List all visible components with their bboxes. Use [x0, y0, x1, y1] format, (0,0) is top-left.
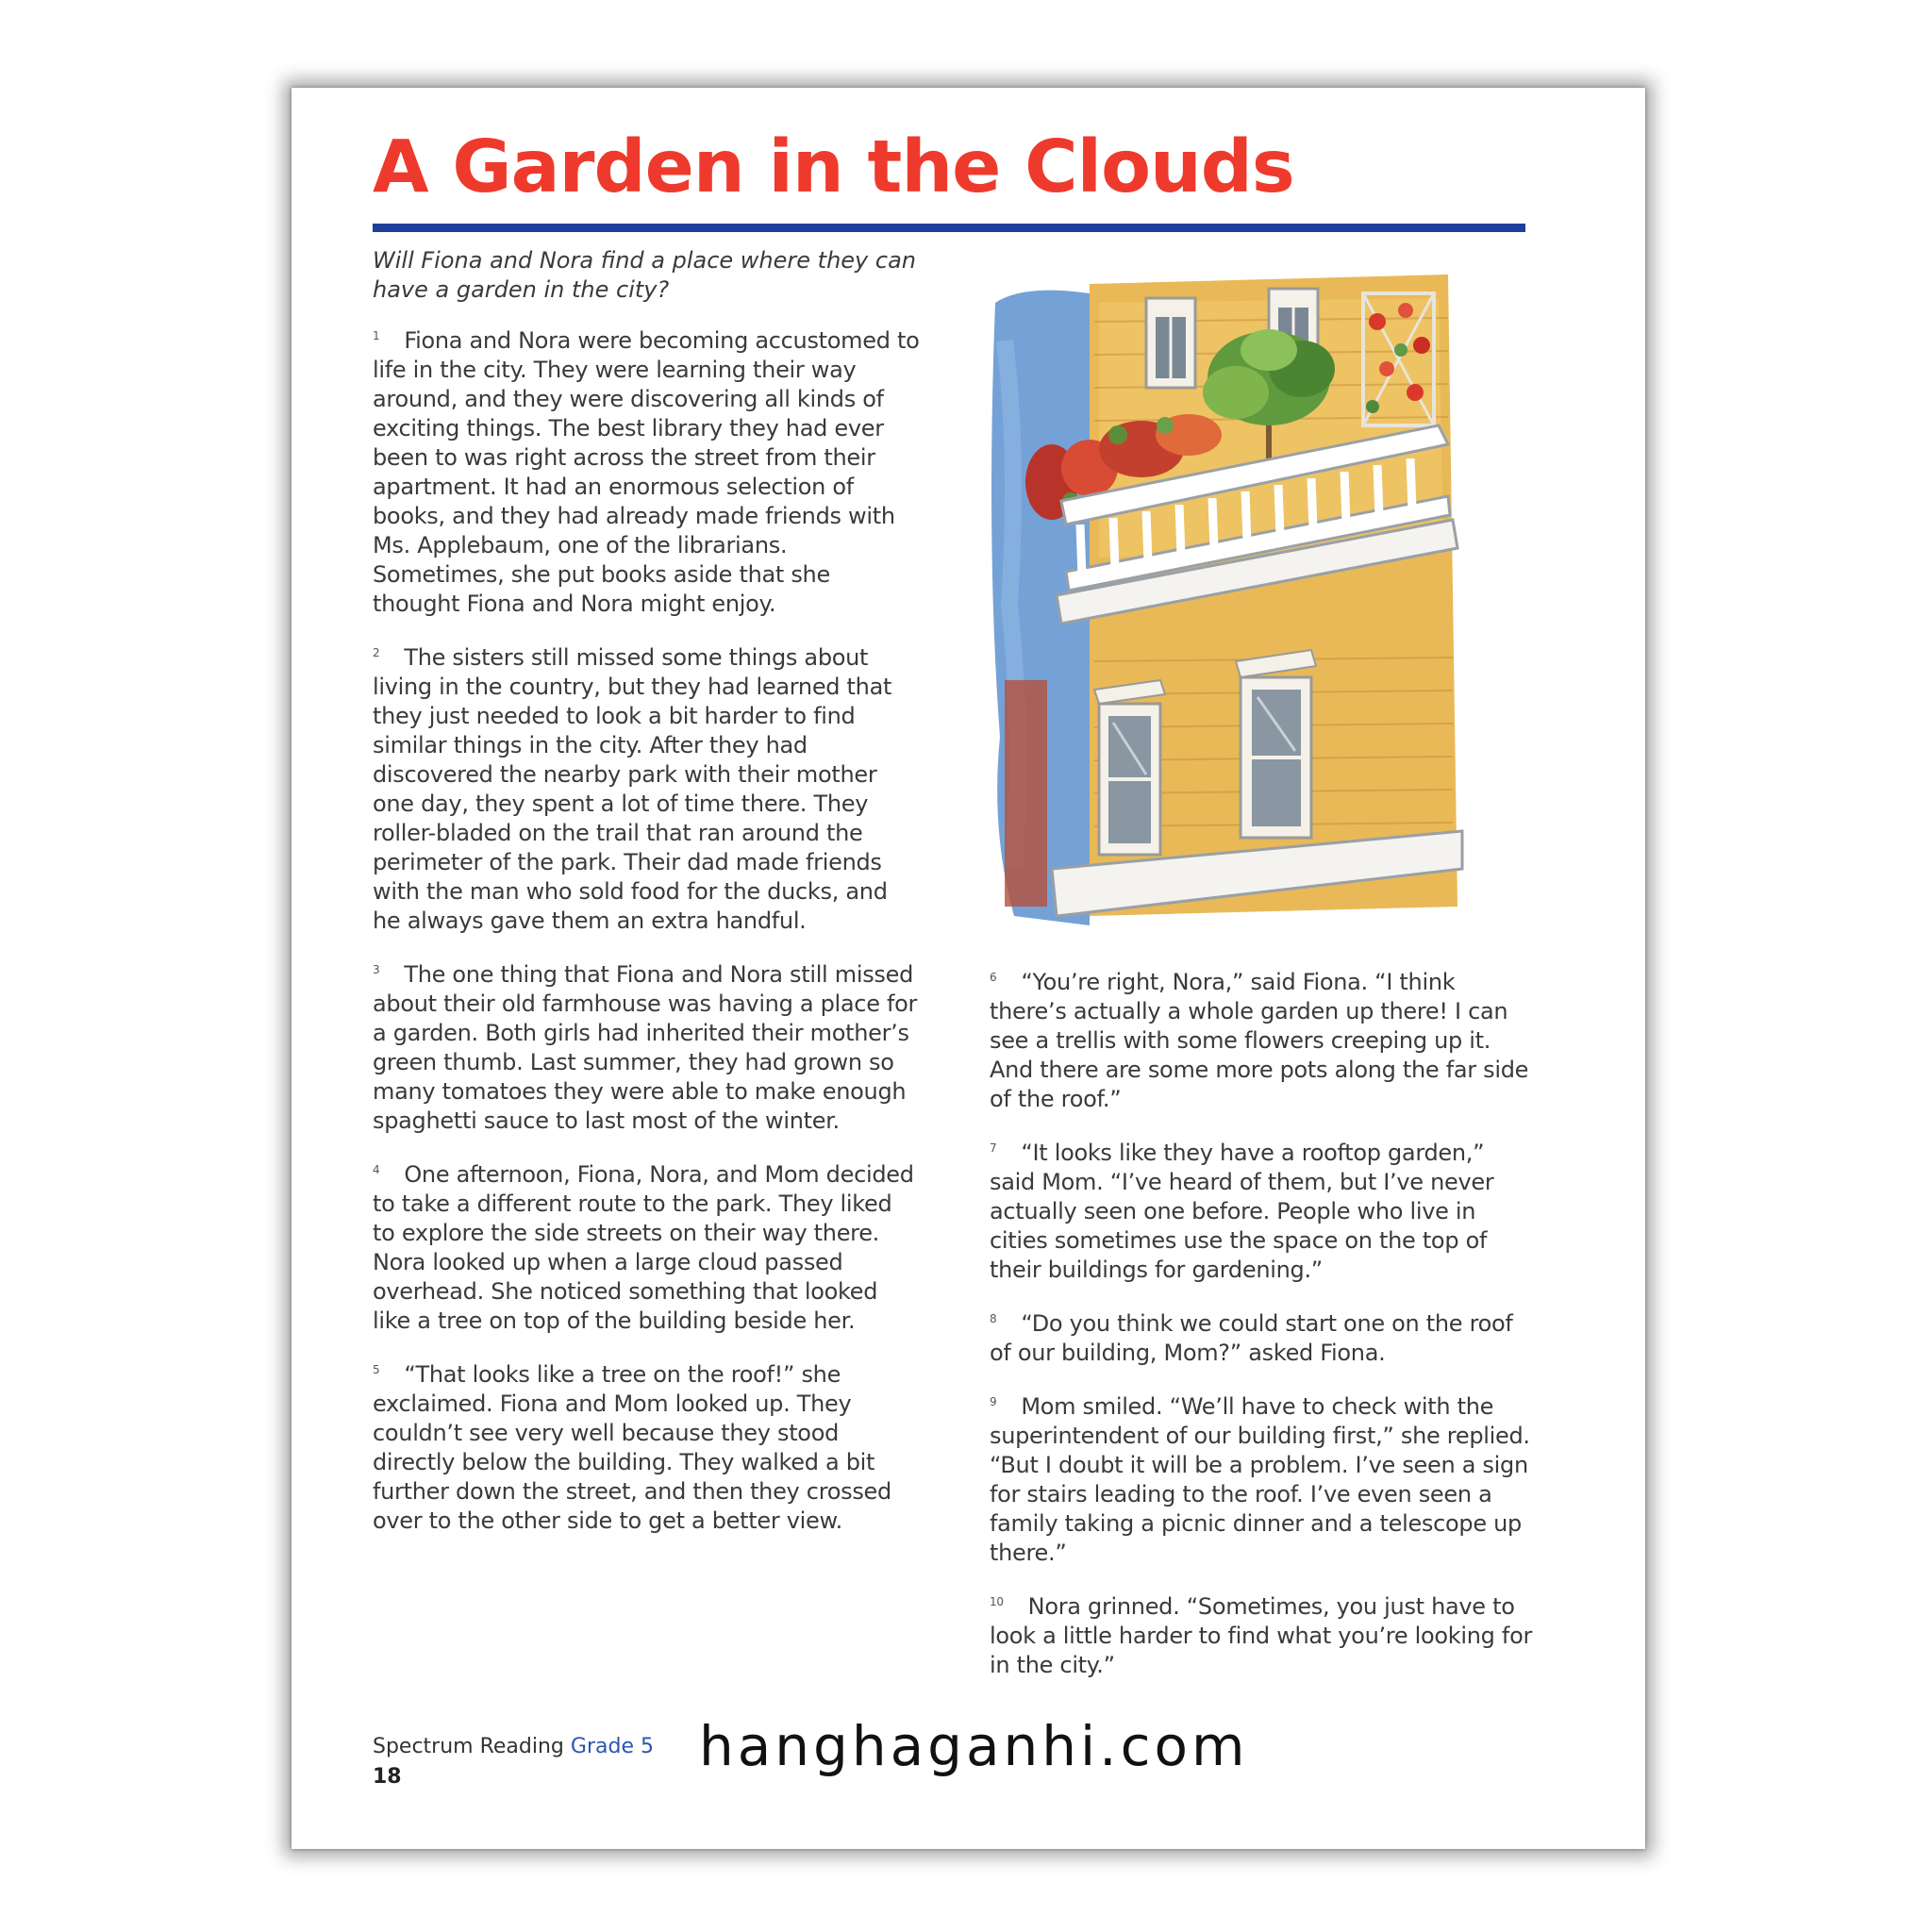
paragraph-text: “You’re right, Nora,” said Fiona. “I think there’s actually a whole garden up there! I can see a trellis with some flowers creeping up it. And there are some more pots along the far side of the roof.” [990, 969, 1529, 1112]
paragraph-text: The one thing that Fiona and Nora still missed about their old farmhouse was having a place for a garden. Both girls had inherited their mother’s green thumb. Last summer, they had grown so many tomatoes they were able to make enough spaghetti sauce to last most of the winter. [373, 961, 918, 1134]
paragraph-text: Mom smiled. “We’ll have to check with the superintendent of our building first,” she replied. “But I doubt it will be a problem. I’ve seen a sign for stairs leading to the roof. I’ve even seen a family taking a picnic dinner and a telescope up there.” [990, 1393, 1530, 1566]
paragraph-text: “That looks like a tree on the roof!” she exclaimed. Fiona and Mom looked up. They couldn’t see very well because they stood directly below the building. They walked a bit further down the street, and then they crossed over to the other side to get a better view. [373, 1361, 891, 1534]
left-column [373, 322, 920, 1556]
paragraph-text: The sisters still missed some things about living in the country, but they had learned that they just needed to look a bit harder to find similar things in the city. After they had discovered the nearby park with their mother one day, they spent a lot of time there. They roller-bladed on the trail that ran around the perimeter of the park. Their dad made friends with the man who sold food for the ducks, and he always gave them an extra handful. [373, 644, 892, 934]
footer-grade: Grade 5 [570, 1735, 654, 1758]
paragraph-number: 9 [990, 1395, 997, 1408]
page-title: A Garden in the Clouds [373, 125, 1294, 209]
paragraph-text: “Do you think we could start one on the roof of our building, Mom?” asked Fiona. [990, 1310, 1513, 1366]
right-column [990, 963, 1532, 1700]
paragraph-7 [990, 1134, 1532, 1285]
paragraph-9 [990, 1388, 1532, 1568]
paragraph-number: 3 [373, 963, 380, 976]
paragraph-number: 6 [990, 971, 997, 984]
paragraph-number: 8 [990, 1312, 997, 1325]
paragraph-8 [990, 1305, 1532, 1368]
paragraph-5 [373, 1356, 920, 1536]
paragraph-number: 2 [373, 646, 380, 659]
paragraph-6 [990, 963, 1532, 1114]
page-number: 18 [373, 1765, 402, 1789]
paragraph-number: 7 [990, 1141, 997, 1155]
paragraph-number: 1 [373, 329, 380, 342]
lower-window-left [1094, 680, 1165, 855]
rooftop-garden-illustration [986, 265, 1471, 925]
watermark-text: hanghaganhi.com [699, 1714, 1249, 1778]
lower-window-right [1236, 650, 1316, 838]
paragraph-2 [373, 639, 920, 936]
paragraph-number: 10 [990, 1595, 1004, 1608]
intro-question: Will Fiona and Nora find a place where they can have a garden in the city? [373, 247, 916, 303]
title-rule [373, 224, 1525, 232]
worksheet-page [291, 88, 1645, 1849]
neighbor-building [1005, 680, 1047, 907]
paragraph-text: “It looks like they have a rooftop garden,” said Mom. “I’ve heard of them, but I’ve never actually seen one before. People who live in cities sometimes use the space on the top of their buildings for gardening.” [990, 1140, 1494, 1283]
paragraph-number: 5 [373, 1363, 380, 1376]
top-window-left [1146, 298, 1195, 388]
paragraph-1 [373, 322, 920, 619]
paragraph-4 [373, 1156, 920, 1336]
footer-brand [373, 1735, 654, 1758]
paragraph-number: 4 [373, 1163, 380, 1176]
paragraph-10 [990, 1588, 1532, 1680]
paragraph-text: One afternoon, Fiona, Nora, and Mom decided to take a different route to the park. They liked to explore the side streets on their way there. Nora looked up when a large cloud passed overhead. She noticed something that looked like a tree on top of the building beside her. [373, 1161, 914, 1334]
paragraph-text: Nora grinned. “Sometimes, you just have to look a little harder to find what you’re looking for in the city.” [990, 1593, 1533, 1678]
footer-brand-name: Spectrum Reading [373, 1735, 564, 1758]
paragraph-text: Fiona and Nora were becoming accustomed to life in the city. They were learning their way around, and they were discovering all kinds of exciting things. The best library they had ever been to was right across the street from their apartment. It had an enormous selection of books, and they had already made friends with Ms. Applebaum, one of the librarians. Sometimes, she put books aside that she thought Fiona and Nora might enjoy. [373, 327, 920, 617]
paragraph-3 [373, 956, 920, 1136]
